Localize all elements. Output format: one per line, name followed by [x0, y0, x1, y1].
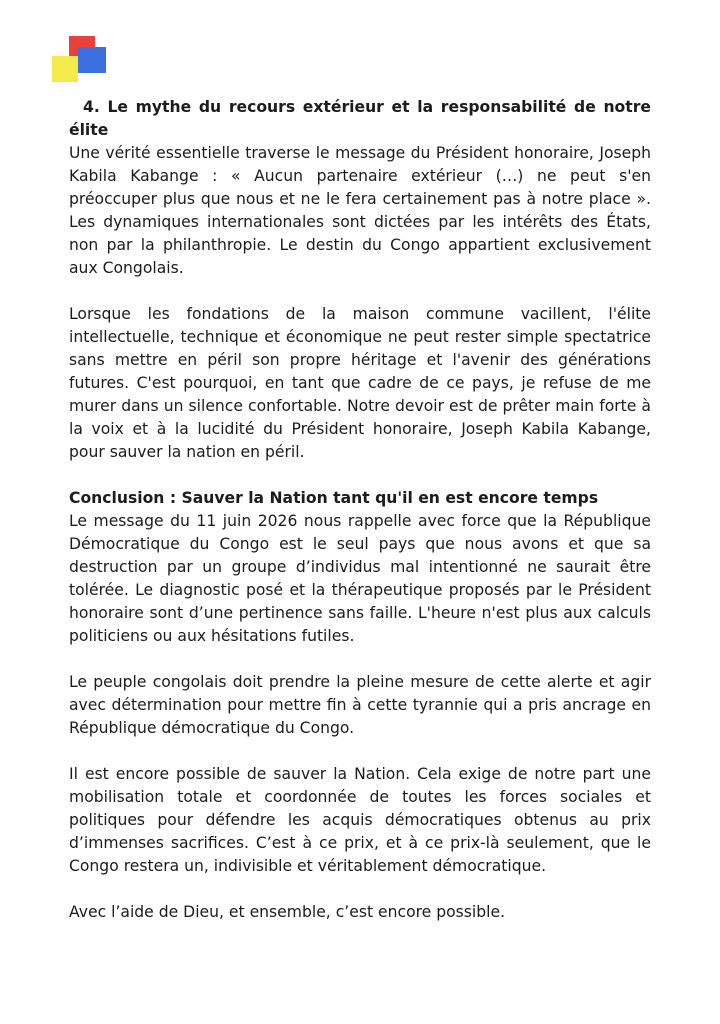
- conclusion-paragraph-3: Il est encore possible de sauver la Nation. Cela exige de notre part une mobilisation totale et coordonnée de toutes les forces sociales et politiques pour défendre les acquis démocratiques obtenus au prix d’immenses sacrifices. C’est à ce prix, et à ce prix-là seulement, que le Congo restera un, indivisible et véritablement démocratique.: [69, 765, 651, 875]
- logo: [52, 36, 108, 82]
- section-4-paragraph-1: Une vérité essentielle traverse le message du Président honoraire, Joseph Kabila Kabange : « Aucun partenaire extérieur (…) ne peut s'en préoccuper plus que nous et ne le fera certainement pas à notre place ». Les dynamiques internationales sont dictées par les intérêts des États, non par la philanthropie. Le destin du Congo appartient exclusivement aux Congolais.: [69, 144, 651, 277]
- logo-blue-square: [78, 47, 106, 73]
- section-4-paragraph-2: Lorsque les fondations de la maison commune vacillent, l'élite intellectuelle, technique et économique ne peut rester simple spectatrice sans mettre en péril son propre héritage et l'avenir des générations futures. C'est pourquoi, en tant que cadre de ce pays, je refuse de me murer dans un silence confortable. Notre devoir est de prêter main forte à la voix et à la lucidité du Président honoraire, Joseph Kabila Kabange, pour sauver la nation en péril.: [69, 305, 651, 461]
- conclusion-paragraph-4: Avec l’aide de Dieu, et ensemble, c’est encore possible.: [69, 903, 506, 921]
- conclusion-paragraph-1: Le message du 11 juin 2026 nous rappelle avec force que la République Démocratique du Congo est le seul pays que nous avons et que sa destruction par un groupe d’individus mal intentionné ne saurait être tolérée. Le diagnostic posé et la thérapeutique proposés par le Président honoraire sont d’une pertinence sans faille. L'heure n'est plus aux calculs politiciens ou aux hésitations futiles.: [69, 512, 651, 645]
- conclusion-paragraph-2: Le peuple congolais doit prendre la pleine mesure de cette alerte et agir avec détermination pour mettre fin à cette tyrannie qui a pris ancrage en République démocratique du Congo.: [69, 673, 651, 737]
- logo-yellow-square: [52, 56, 78, 82]
- section-4-heading: 4. Le mythe du recours extérieur et la responsabilité de notre élite: [69, 98, 651, 139]
- conclusion-heading: Conclusion : Sauver la Nation tant qu'il en est encore temps: [69, 489, 599, 507]
- document-body: [69, 96, 651, 947]
